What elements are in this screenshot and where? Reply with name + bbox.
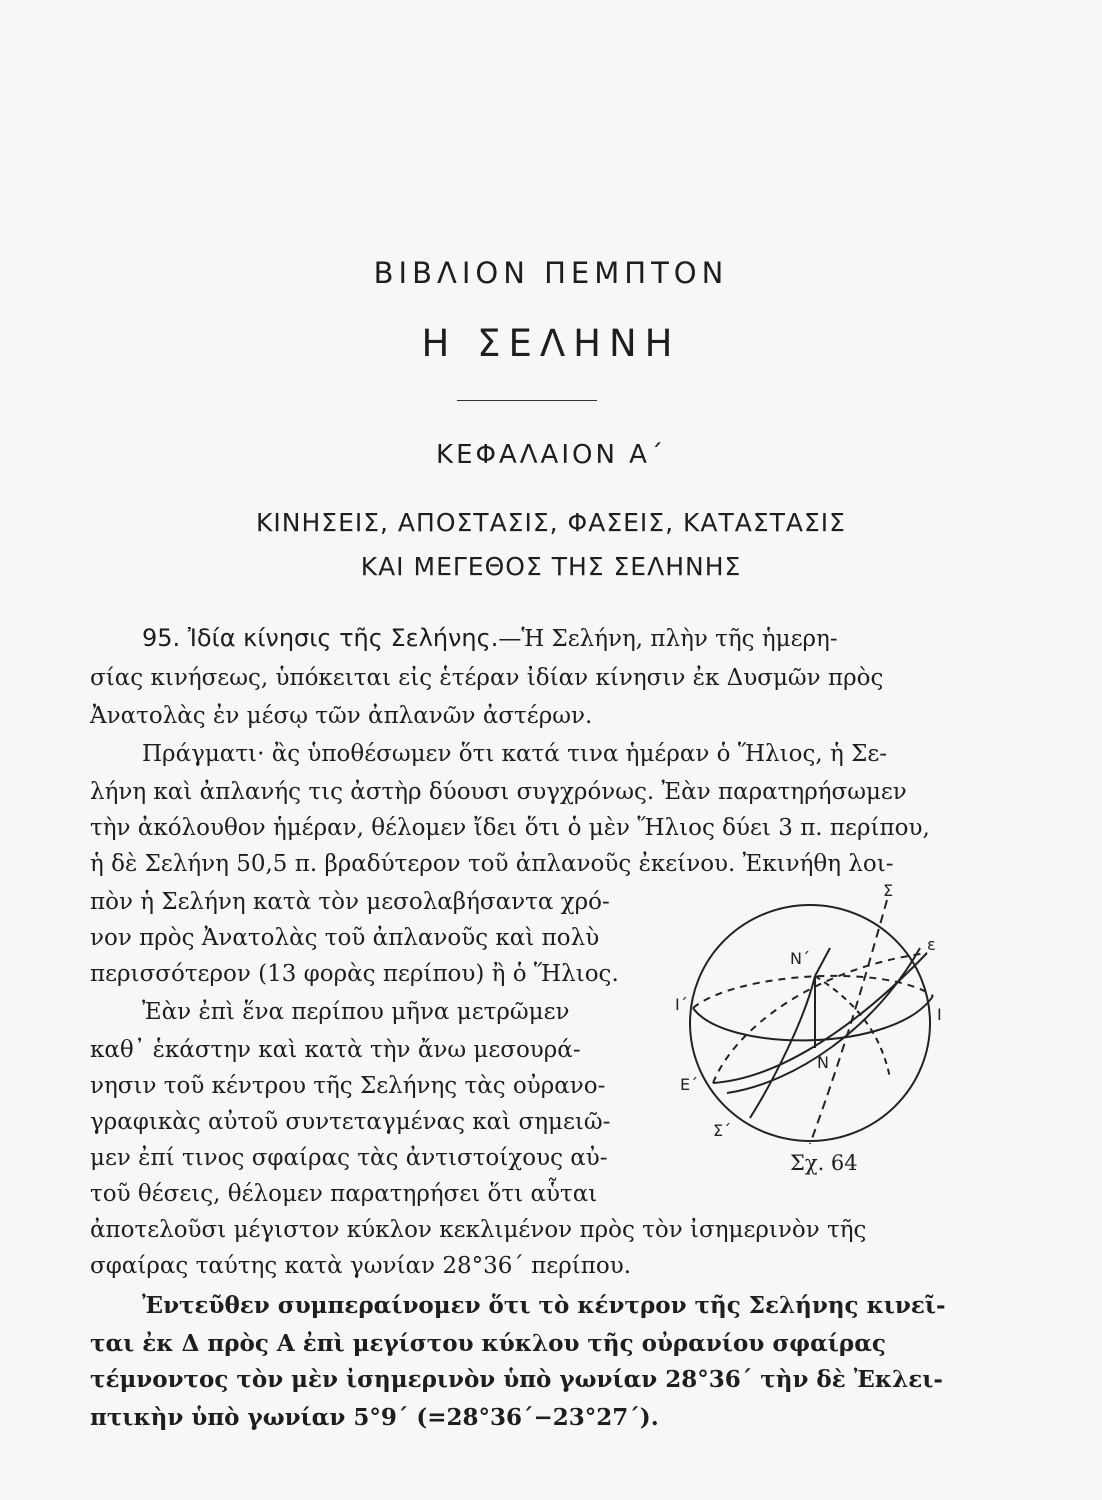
equator-front xyxy=(693,996,933,1040)
paragraph-line: ἀποτελοῦσι μέγιστον κύκλον κεκλιμένον πρὸς τὸν ἰσημερινὸν τῆς xyxy=(90,1217,867,1243)
book-title: ΒΙΒΛΙΟΝ ΠΕΜΠΤΟΝ xyxy=(373,256,729,290)
label-epsilon: ε xyxy=(927,935,936,954)
paragraph-line: Ἐντεῦθεν συμπεραίνομεν ὅτι τὸ κέντρον τῆς Σελήνης κινεῖ- xyxy=(142,1292,946,1319)
paragraph-95-heading: 95. Ἰδία κίνησις τῆς Σελήνης. xyxy=(142,624,499,652)
paragraph-95-line: σίας κινήσεως, ὑπόκειται εἰς ἑτέραν ἰδίαν κίνησιν ἐκ Δυσμῶν πρὸς xyxy=(90,665,884,691)
paragraph-line: λήνη καὶ ἀπλανής τις ἀστὴρ δύουσι συγχρόνως. Ἐὰν παρατηρήσωμεν xyxy=(90,779,907,805)
label-e-prime: Ε΄ xyxy=(680,1075,699,1094)
paragraph-line: νησιν τοῦ κέντρου τῆς Σελήνης τὰς οὐρανο- xyxy=(90,1073,606,1099)
paragraph-line: Πράγματι· ἂς ὑποθέσωμεν ὅτι κατά τινα ἡμέραν ὁ Ἥλιος, ἡ Σε- xyxy=(142,741,888,767)
label-i: Ι xyxy=(937,1005,942,1024)
paragraph-line: γραφικὰς αὐτοῦ συντεταγμένας καὶ σημειῶ- xyxy=(90,1109,611,1135)
section-title-line-1: ΚΙΝΗΣΕΙΣ, ΑΠΟΣΤΑΣΙΣ, ΦΑΣΕΙΣ, ΚΑΤΑΣΤΑΣΙΣ xyxy=(256,508,846,537)
paragraph-line: μεν ἐπί τινος σφαίρας τὰς ἀντιστοίχους αὐ- xyxy=(90,1145,608,1171)
title-divider xyxy=(457,400,597,401)
label-sigma: Σ xyxy=(883,881,894,900)
label-sigma-prime: Σ΄ xyxy=(713,1121,732,1140)
paragraph-line: τὴν ἀκόλουθον ἡμέραν, θέλομεν ἴδει ὅτι ὁ μὲν Ἥλιος δύει 3 π. περίπου, xyxy=(90,815,930,841)
paragraph-95-line-1-text: —Ἡ Σελήνη, πλὴν τῆς ἡμερη- xyxy=(498,626,838,652)
label-n: Ν xyxy=(817,1053,829,1072)
figure-caption: Σχ. 64 xyxy=(790,1151,858,1175)
paragraph-line: τέμνοντος τὸν μὲν ἰσημερινὸν ὑπὸ γωνίαν 28°36΄ τὴν δὲ Ἐκλει- xyxy=(90,1366,943,1393)
paragraph-line: τοῦ θέσεις, θέλομεν παρατηρήσει ὅτι αὗται xyxy=(90,1181,598,1207)
label-i-prime: Ι΄ xyxy=(675,995,688,1014)
paragraph-line: Ἐὰν ἐπὶ ἕνα περίπου μῆνα μετρῶμεν xyxy=(142,999,570,1025)
paragraph-95-line: Ἀνατολὰς ἐν μέσῳ τῶν ἀπλανῶν ἀστέρων. xyxy=(90,703,593,729)
paragraph-line: πὸν ἡ Σελήνη κατὰ τὸν μεσολαβήσαντα χρό- xyxy=(90,889,610,915)
paragraph-line: νον πρὸς Ἀνατολὰς τοῦ ἀπλανοῦς καὶ πολὺ xyxy=(90,925,600,951)
sphere-outline xyxy=(690,905,930,1141)
label-n-prime: Ν΄ xyxy=(790,949,810,968)
paragraph-line: πτικὴν ὑπὸ γωνίαν 5°9΄ (=28°36΄−23°27΄). xyxy=(90,1404,659,1431)
paragraph-line: ἡ δὲ Σελήνη 50,5 π. βραδύτερον τοῦ ἀπλανοῦς ἐκείνου. Ἐκινήθη λοι- xyxy=(90,851,894,877)
paragraph-line: ται ἐκ Δ πρὸς Α ἐπὶ μεγίστου κύκλου τῆς οὐρανίου σφαίρας xyxy=(90,1330,886,1357)
celestial-sphere-figure xyxy=(665,878,965,1188)
paragraph-95-line xyxy=(142,624,838,653)
chapter-label: ΚΕΦΑΛΑΙΟΝ Α΄ xyxy=(436,440,666,470)
paragraph-line: σφαίρας ταύτης κατὰ γωνίαν 28°36΄ περίπου. xyxy=(90,1253,632,1279)
node-arrow xyxy=(815,948,830,976)
paragraph-line: περισσότερον (13 φορὰς περίπου) ἢ ὁ Ἥλιος. xyxy=(90,961,619,987)
chapter-title: Η ΣΕΛΗΝΗ xyxy=(421,322,681,365)
sphere-axis xyxy=(810,900,887,1144)
section-title-line-2: ΚΑΙ ΜΕΓΕΘΟΣ ΤΗΣ ΣΕΛΗΝΗΣ xyxy=(360,552,742,581)
meridian-arc-1 xyxy=(750,976,815,1118)
paragraph-line: καθ᾿ ἑκάστην καὶ κατὰ τὴν ἄνω μεσουρά- xyxy=(90,1037,581,1063)
